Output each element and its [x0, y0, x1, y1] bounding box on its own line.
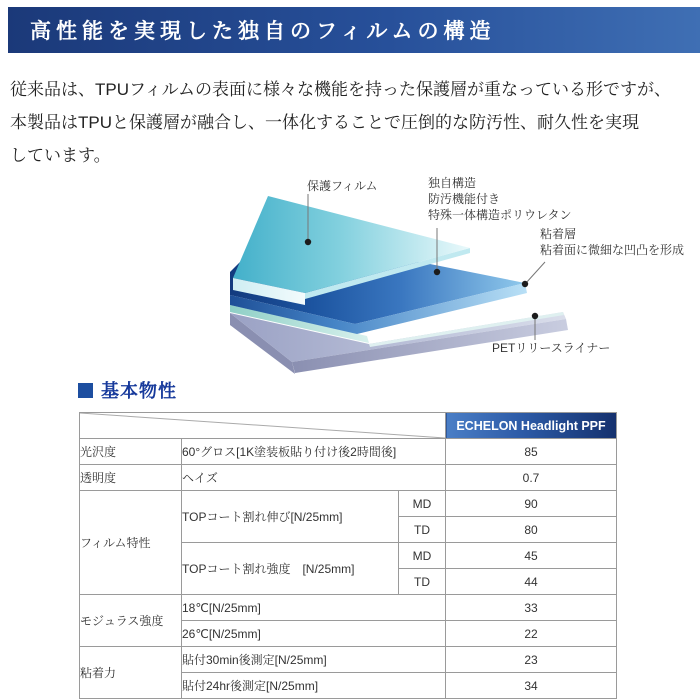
category-cell: フィルム特性 — [80, 491, 182, 595]
section-square-icon — [78, 383, 93, 398]
intro-line: 本製品はTPUと保護層が融合し、一体化することで圧倒的な防汚性、耐久性を実現 — [10, 113, 639, 132]
label-unique-structure — [428, 175, 572, 223]
callout-dot — [532, 313, 538, 319]
category-cell: モジュラス強度 — [80, 595, 182, 647]
label-line: 粘着層 — [540, 227, 577, 241]
category-cell: 光沢度 — [80, 439, 182, 465]
category-cell: 粘着力 — [80, 647, 182, 699]
label-line: 特殊一体構造ポリウレタン — [428, 208, 572, 222]
section-heading — [78, 380, 700, 400]
intro-line: 従来品は、TPUフィルムの表面に様々な機能を持った保護層が重なっている形ですが、 — [10, 80, 671, 99]
callout-dot — [522, 281, 528, 287]
direction-cell: TD — [399, 517, 446, 543]
value-cell: 0.7 — [446, 465, 617, 491]
value-cell: 34 — [446, 673, 617, 699]
value-cell: 80 — [446, 517, 617, 543]
label-adhesive-layer — [540, 226, 684, 258]
direction-cell: TD — [399, 569, 446, 595]
table-row — [80, 647, 617, 673]
product-header-cell: ECHELON Headlight PPF — [446, 413, 617, 439]
page-title: 高性能を実現した独自のフィルムの構造 — [30, 19, 496, 43]
test-cell: 60°グロス[1K塗装板貼り付け後2時間後] — [182, 439, 446, 465]
value-cell: 23 — [446, 647, 617, 673]
intro-line: しています。 — [10, 146, 111, 165]
basic-properties-table — [79, 412, 617, 699]
label-protective-film: 保護フィルム — [307, 179, 378, 193]
test-cell: 18℃[N/25mm] — [182, 595, 446, 621]
title-banner — [8, 7, 700, 53]
value-cell: 85 — [446, 439, 617, 465]
label-line: 独自構造 — [428, 176, 477, 190]
table-row — [80, 595, 617, 621]
intro-paragraph — [10, 73, 694, 172]
test-cell: TOPコート割れ強度 [N/25mm] — [182, 543, 399, 595]
test-cell: TOPコート割れ伸び[N/25mm] — [182, 491, 399, 543]
value-cell: 33 — [446, 595, 617, 621]
table-row — [80, 491, 617, 517]
label-line: 防汚機能付き — [428, 192, 501, 206]
value-cell: 22 — [446, 621, 617, 647]
test-cell: 貼付30min後測定[N/25mm] — [182, 647, 446, 673]
diagonal-header-cell — [80, 413, 446, 439]
film-structure-diagram — [230, 172, 685, 372]
test-cell: 26℃[N/25mm] — [182, 621, 446, 647]
value-cell: 45 — [446, 543, 617, 569]
test-cell: 貼付24hr後測定[N/25mm] — [182, 673, 446, 699]
direction-cell: MD — [399, 491, 446, 517]
callout-dot — [305, 239, 311, 245]
direction-cell: MD — [399, 543, 446, 569]
diagonal-line — [80, 413, 445, 438]
value-cell: 44 — [446, 569, 617, 595]
table-header-row — [80, 413, 617, 439]
table-row — [80, 465, 617, 491]
category-cell: 透明度 — [80, 465, 182, 491]
table-row — [80, 439, 617, 465]
label-line: 粘着面に微細な凹凸を形成 — [540, 243, 685, 257]
callout-dot — [434, 269, 440, 275]
label-pet-liner: PETリリースライナー — [492, 341, 611, 355]
value-cell: 90 — [446, 491, 617, 517]
test-cell: ヘイズ — [182, 465, 446, 491]
callout-line — [526, 262, 545, 283]
section-title: 基本物性 — [101, 381, 177, 401]
